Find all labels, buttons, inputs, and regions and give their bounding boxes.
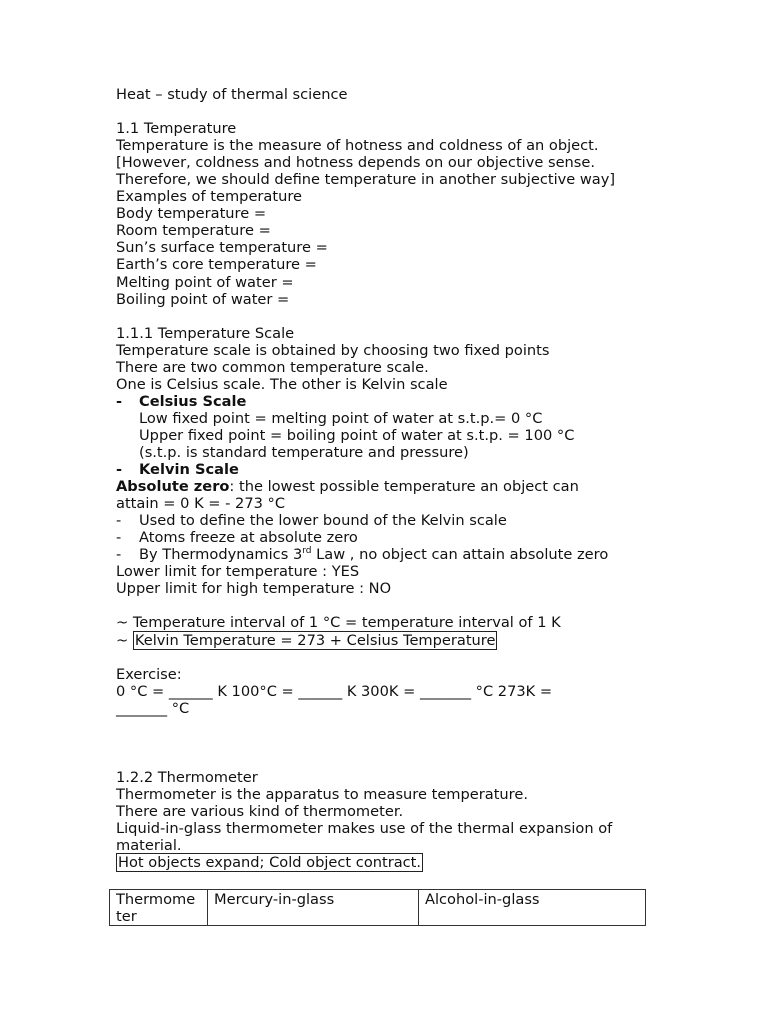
text-line: Lower limit for temperature : YES bbox=[116, 563, 360, 581]
list-item-text: Atoms freeze at absolute zero bbox=[139, 529, 358, 547]
absolute-zero-definition bbox=[116, 478, 616, 512]
text-line: Thermometer is the apparatus to measure temperature. bbox=[116, 785, 528, 803]
section-heading-1-1-1: 1.1.1 Temperature Scale bbox=[116, 324, 295, 342]
list-item bbox=[116, 529, 656, 546]
text-line: Therefore, we should define temperature in another subjective way] bbox=[116, 171, 616, 189]
text-line: Low fixed point = melting point of water at s.t.p.= 0 °C bbox=[139, 409, 543, 427]
kelvin-scale-heading bbox=[116, 461, 656, 478]
kelvin-formula-line bbox=[116, 632, 656, 649]
celsius-heading-text: Celsius Scale bbox=[139, 392, 247, 410]
list-item bbox=[116, 512, 656, 529]
tilde-marker: ~ bbox=[116, 631, 133, 649]
text-line: Upper fixed point = boiling point of water at s.t.p. = 100 °C bbox=[139, 426, 575, 444]
interval-equivalence: ~ Temperature interval of 1 °C = temperature interval of 1 K bbox=[116, 614, 561, 632]
absolute-zero-text: : the lowest possible temperature an object can attain = 0 K = - 273 °C bbox=[116, 478, 579, 513]
text-line: There are various kind of thermometer. bbox=[116, 802, 404, 820]
document-page bbox=[116, 86, 656, 871]
text-line: Upper limit for high temperature : NO bbox=[116, 580, 392, 598]
section-heading-1-2-2: 1.2.2 Thermometer bbox=[116, 768, 258, 786]
thermometer-table bbox=[109, 889, 646, 926]
table-cell: Mercury-in-glass bbox=[208, 890, 419, 926]
kelvin-heading-text: Kelvin Scale bbox=[139, 461, 239, 479]
list-item-text: Used to define the lower bound of the Kelvin scale bbox=[139, 512, 507, 530]
ordinal-superscript: rd bbox=[302, 546, 312, 557]
exercise-line: _______ °C bbox=[116, 699, 190, 717]
expand-contract-line bbox=[116, 854, 656, 871]
dash-marker: - bbox=[116, 546, 122, 564]
dash-marker: - bbox=[116, 461, 123, 479]
text-line: Examples of temperature bbox=[116, 188, 302, 206]
text-line: One is Celsius scale. The other is Kelvin scale bbox=[116, 375, 448, 393]
dash-marker: - bbox=[116, 512, 122, 530]
exercise-label: Exercise: bbox=[116, 665, 182, 683]
table-cell: Alcohol-in-glass bbox=[419, 890, 646, 926]
text-line: Liquid-in-glass thermometer makes use of the thermal expansion of material. bbox=[116, 819, 613, 854]
dash-marker: - bbox=[116, 529, 122, 547]
thermo-law-pre: By Thermodynamics 3 bbox=[139, 546, 303, 564]
text-line: Temperature is the measure of hotness and coldness of an object. bbox=[116, 137, 599, 155]
text-line: Room temperature = bbox=[116, 222, 271, 240]
text-line: Earth’s core temperature = bbox=[116, 256, 317, 274]
document-title: Heat – study of thermal science bbox=[116, 86, 348, 103]
text-line: Temperature scale is obtained by choosing two fixed points bbox=[116, 341, 550, 359]
text-line: Sun’s surface temperature = bbox=[116, 239, 328, 257]
exercise-line: 0 °C = ______ K 100°C = ______ K 300K = _______ °C 273K = bbox=[116, 682, 553, 700]
table-cell: Thermome ter bbox=[110, 890, 208, 926]
section-heading-1-1: 1.1 Temperature bbox=[116, 120, 237, 138]
table-row bbox=[110, 890, 646, 926]
text-line: Boiling point of water = bbox=[116, 290, 290, 308]
kelvin-formula-box: Kelvin Temperature = 273 + Celsius Temperature bbox=[134, 631, 496, 649]
text-line: [However, coldness and hotness depends on our objective sense. bbox=[116, 154, 596, 172]
thermo-law-post: Law , no object can attain absolute zero bbox=[311, 546, 609, 564]
expand-contract-box: Hot objects expand; Cold object contract. bbox=[118, 853, 422, 871]
absolute-zero-term: Absolute zero bbox=[116, 478, 230, 496]
text-line: (s.t.p. is standard temperature and pressure) bbox=[139, 443, 469, 461]
text-line: Melting point of water = bbox=[116, 273, 294, 291]
text-line: Body temperature = bbox=[116, 205, 267, 223]
dash-marker: - bbox=[116, 392, 123, 410]
celsius-scale-heading bbox=[116, 393, 656, 410]
list-item bbox=[116, 546, 656, 563]
text-line: There are two common temperature scale. bbox=[116, 358, 429, 376]
